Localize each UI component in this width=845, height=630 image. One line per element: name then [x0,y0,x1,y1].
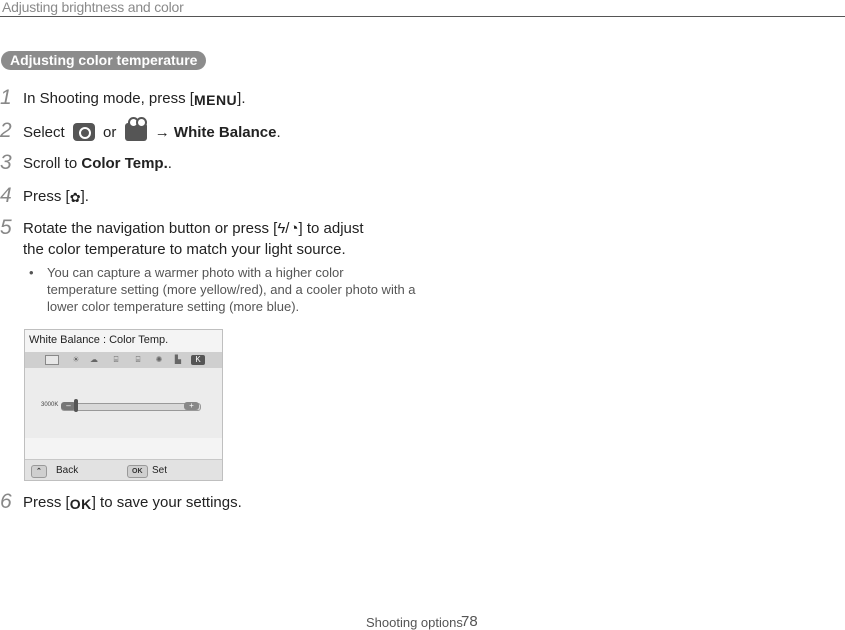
cloudy-icon: ☁ [90,355,98,364]
awb-icon [45,355,59,365]
step-text [23,90,246,108]
step-text-part: Scroll to [23,155,82,172]
step-text-part: or [103,124,117,141]
macro-icon: ✿ [69,190,81,205]
step-text-part: In Shooting mode, press [ [23,90,194,107]
step-number: 5 [0,216,12,239]
step-text-part: ] to save your settings. [91,494,242,511]
tungsten-icon: ✺ [155,355,163,364]
screen-title: White Balance : Color Temp. [29,334,169,346]
step-text-part: Rotate the navigation button or press [ [23,220,278,237]
camera-mode-icon [73,123,95,141]
menu-option-label: White Balance [173,124,277,141]
fluorescent-h-icon: ⌸ [113,355,119,364]
footer-section-label: Shooting options [366,615,463,630]
step-text-part: ]. [237,90,246,107]
timer-icon: ◔ [289,220,299,237]
step-number: 6 [0,490,12,513]
header-rule [0,16,845,17]
white-balance-icon-bar [25,352,222,368]
screen-footer [25,459,222,481]
step-number: 2 [0,119,12,142]
fluorescent-l-icon: ⌸ [135,355,141,364]
step-text-part: . [276,124,281,141]
step-text-part: Press [ [23,188,70,205]
step-text [23,494,242,512]
bullet-text: You can capture a warmer photo with a higher color temperature setting (more yellow/red), and a cooler photo with a lower color temperature setting (more blue). [47,265,416,314]
step-text-part: Select [23,124,65,141]
section-title: Adjusting color temperature [1,51,206,70]
back-label: Back [56,465,79,476]
step-text [23,123,281,141]
step-text-part: ] to adjust [298,220,364,237]
slider-knob [74,399,78,412]
custom-set-icon: ▙ [174,355,182,364]
header-title: Adjusting brightness and color [2,0,184,15]
step-number: 4 [0,184,12,207]
color-temp-slider [61,403,201,411]
page-number: 78 [461,613,478,630]
daylight-icon: ☀ [72,355,80,364]
step-text-part: Press [ [23,494,70,511]
menu-option-label: Color Temp. [81,155,168,172]
step-number: 3 [0,151,12,174]
step-text-part: ]. [80,188,89,205]
color-temp-icon: K [191,355,205,365]
menu-key-icon: MENU [193,92,238,108]
step-text: the color temperature to match your light source. [23,241,346,258]
step-text [23,155,172,172]
step-text: Rotate the navigation button or press [ϟ/◔] to adjust [23,220,364,237]
arrow-glyph: → [154,124,170,141]
ok-key-icon: OK [69,496,92,512]
plus-icon: + [184,402,199,410]
step-text [23,188,89,206]
step-text-part: . [167,155,172,172]
bullet-dot: • [29,265,34,280]
camera-screen [24,329,223,481]
set-label: Set [152,465,168,476]
kelvin-value: 3000K [41,402,59,408]
video-mode-icon [125,123,147,141]
ok-key-icon: OK [127,465,148,478]
flash-icon: ϟ [277,220,286,237]
minus-icon: – [61,402,76,410]
step-number: 1 [0,86,12,109]
back-key-icon: ⌃ [31,465,47,478]
